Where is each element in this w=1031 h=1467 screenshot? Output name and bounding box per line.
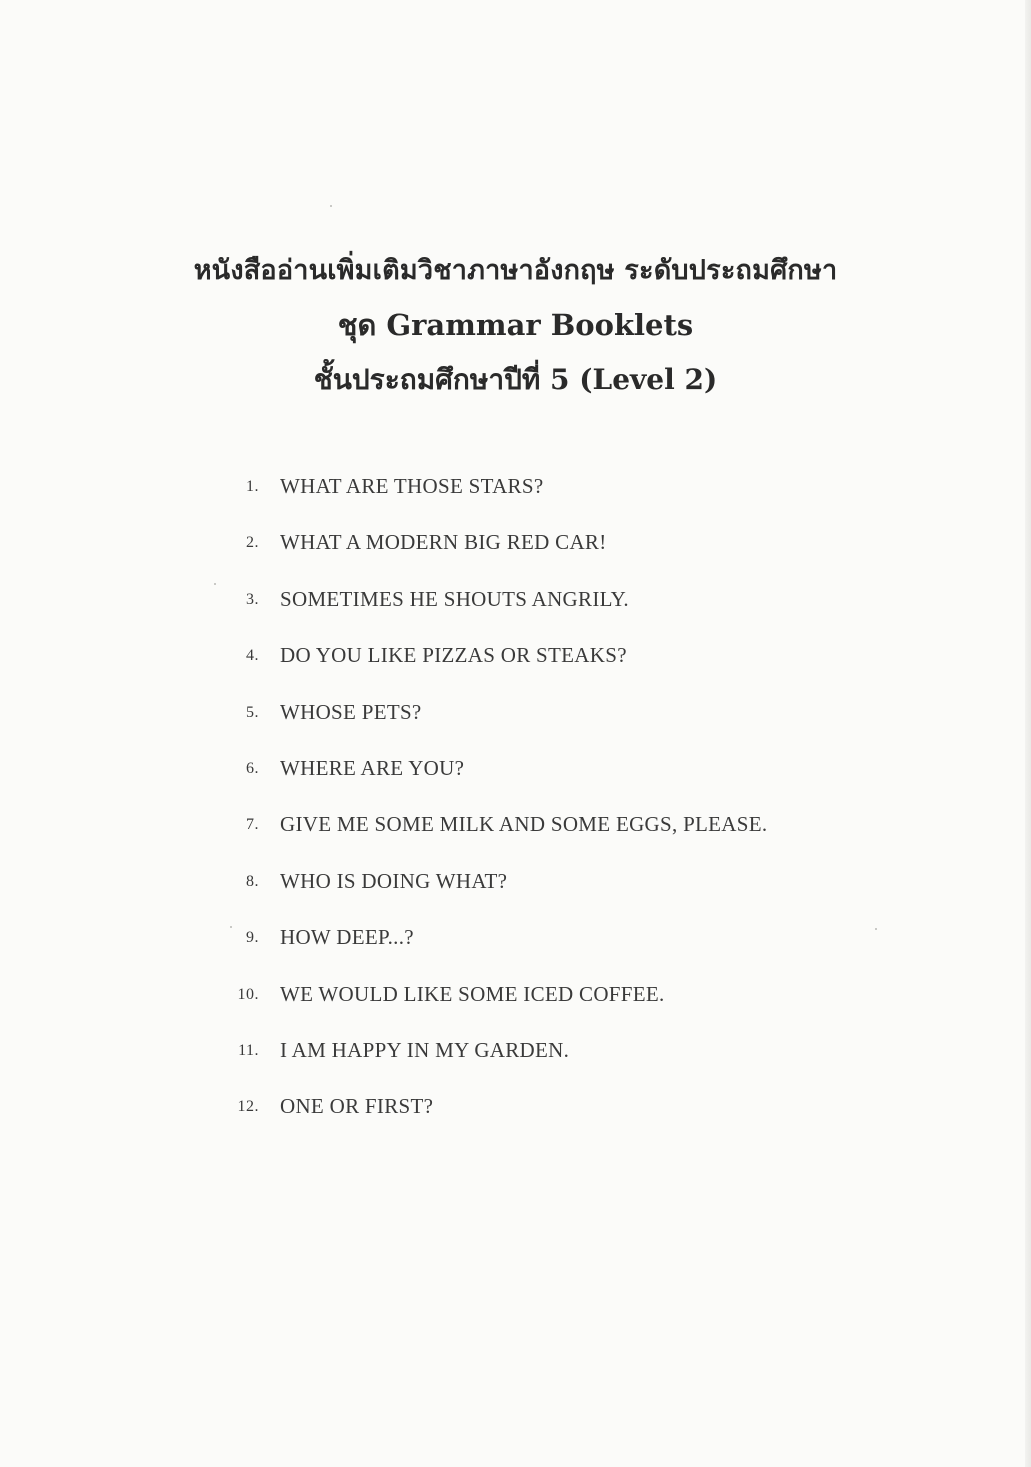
item-number: 3. bbox=[246, 591, 259, 608]
list-item bbox=[0, 752, 1031, 788]
list-item bbox=[0, 978, 1031, 1014]
item-number: 1. bbox=[246, 478, 259, 495]
item-number: 5. bbox=[246, 704, 259, 721]
item-number: 12. bbox=[237, 1098, 259, 1115]
list-item bbox=[0, 921, 1031, 957]
list-item bbox=[0, 1034, 1031, 1070]
item-title: DO YOU LIKE PIZZAS OR STEAKS? bbox=[280, 643, 627, 667]
item-number: 6. bbox=[246, 760, 259, 777]
item-number: 11. bbox=[238, 1042, 259, 1059]
list-item bbox=[0, 808, 1031, 844]
list-item bbox=[0, 696, 1031, 732]
item-number: 9. bbox=[246, 929, 259, 946]
item-number: 7. bbox=[246, 816, 259, 833]
list-item bbox=[0, 865, 1031, 901]
item-title: SOMETIMES HE SHOUTS ANGRILY. bbox=[280, 587, 629, 611]
list-item bbox=[0, 1090, 1031, 1126]
item-title: WHO IS DOING WHAT? bbox=[280, 869, 508, 893]
list-item bbox=[0, 470, 1031, 506]
scan-speck bbox=[875, 928, 877, 930]
title-line-3: ชั้นประถมศึกษาปีที่ 5 (Level 2) bbox=[313, 363, 718, 396]
scan-speck bbox=[230, 926, 232, 928]
item-title: WE WOULD LIKE SOME ICED COFFEE. bbox=[280, 982, 665, 1006]
scan-speck bbox=[214, 583, 216, 585]
list-item bbox=[0, 639, 1031, 675]
title-line-2: ชุด Grammar Booklets bbox=[337, 308, 694, 342]
item-title: HOW DEEP...? bbox=[280, 925, 414, 949]
item-number: 10. bbox=[237, 986, 259, 1003]
item-title: GIVE ME SOME MILK AND SOME EGGS, PLEASE. bbox=[280, 812, 768, 836]
item-number: 2. bbox=[246, 534, 259, 551]
item-number: 8. bbox=[246, 873, 259, 890]
item-title: WHERE ARE YOU? bbox=[280, 756, 465, 780]
scan-speck bbox=[330, 205, 332, 207]
item-title: ONE OR FIRST? bbox=[280, 1094, 434, 1118]
title-line-1: หนังสืออ่านเพิ่มเติมวิชาภาษาอังกฤษ ระดับประถมศึกษา bbox=[193, 255, 838, 286]
item-title: I AM HAPPY IN MY GARDEN. bbox=[280, 1038, 570, 1062]
list-item bbox=[0, 526, 1031, 562]
item-title: WHOSE PETS? bbox=[280, 700, 422, 724]
item-number: 4. bbox=[246, 647, 259, 664]
item-title: WHAT ARE THOSE STARS? bbox=[280, 474, 544, 498]
page-edge bbox=[1025, 0, 1031, 1467]
list-item bbox=[0, 583, 1031, 619]
item-title: WHAT A MODERN BIG RED CAR! bbox=[280, 530, 607, 554]
